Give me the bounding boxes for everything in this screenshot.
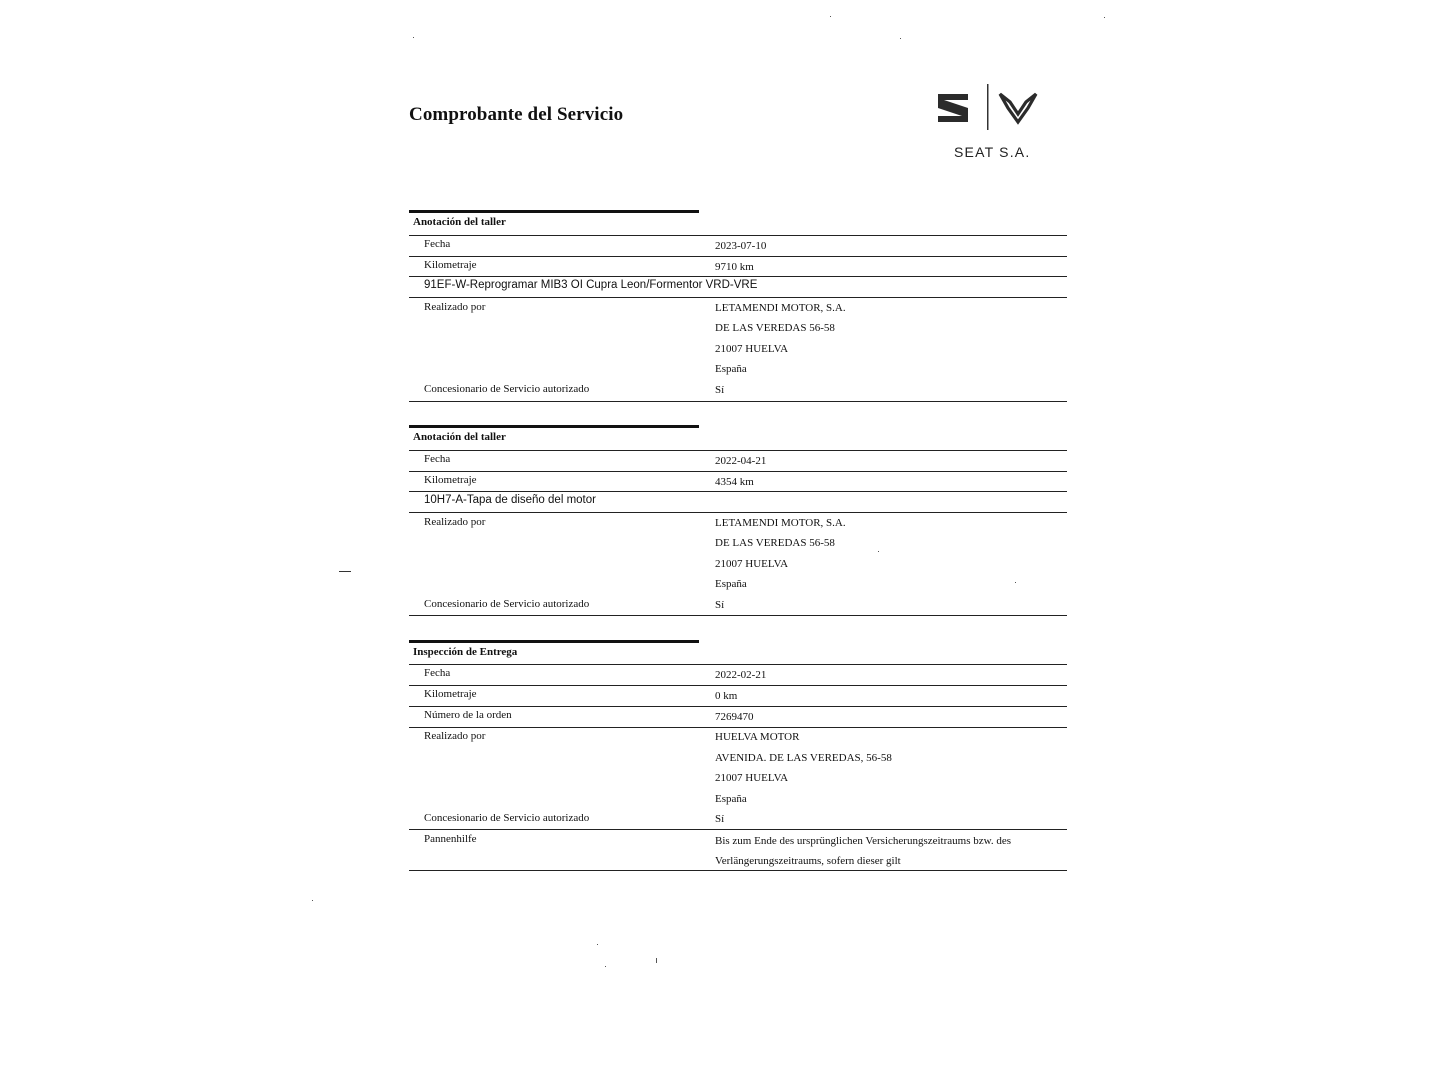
divider bbox=[409, 664, 1067, 665]
scan-speck bbox=[1015, 582, 1016, 583]
performed-by-label: Realizado por bbox=[424, 730, 486, 742]
order-number-label: Número de la orden bbox=[424, 709, 512, 721]
mileage-label: Kilometraje bbox=[424, 688, 477, 700]
divider bbox=[409, 829, 1067, 830]
scan-speck bbox=[878, 551, 879, 552]
dealer-name: HUELVA MOTOR bbox=[715, 731, 800, 743]
divider bbox=[409, 401, 1067, 402]
divider bbox=[409, 471, 1067, 472]
authorized-value: Sí bbox=[715, 384, 725, 396]
scan-speck bbox=[413, 37, 414, 38]
scan-speck bbox=[605, 966, 606, 967]
roadside-assistance-line-2: Verlängerungszeitraums, sofern dieser gilt bbox=[715, 855, 901, 867]
date-label: Fecha bbox=[424, 453, 451, 465]
mileage-value: 4354 km bbox=[715, 476, 754, 488]
performed-by-label: Realizado por bbox=[424, 516, 486, 528]
divider bbox=[409, 491, 1067, 492]
date-value: 2022-04-21 bbox=[715, 455, 767, 467]
dealer-street: AVENIDA. DE LAS VEREDAS, 56-58 bbox=[715, 752, 892, 764]
date-value: 2023-07-10 bbox=[715, 240, 767, 252]
scan-speck bbox=[597, 944, 598, 945]
performed-by-label: Realizado por bbox=[424, 301, 486, 313]
roadside-assistance-line-1: Bis zum Ende des ursprünglichen Versicherungszeitraums bzw. des bbox=[715, 835, 1012, 847]
dealer-city: 21007 HUELVA bbox=[715, 343, 789, 355]
authorized-value: Sí bbox=[715, 599, 725, 611]
authorized-value: Sí bbox=[715, 813, 725, 825]
dealer-street: DE LAS VEREDAS 56-58 bbox=[715, 322, 835, 334]
section-title: Anotación del taller bbox=[413, 216, 506, 228]
section-bar bbox=[409, 210, 699, 213]
divider bbox=[409, 297, 1067, 298]
divider bbox=[409, 450, 1067, 451]
scan-speck bbox=[312, 900, 313, 901]
scan-speck bbox=[900, 38, 901, 39]
section-title: Inspección de Entrega bbox=[413, 646, 518, 658]
dealer-name: LETAMENDI MOTOR, S.A. bbox=[715, 302, 846, 314]
mileage-label: Kilometraje bbox=[424, 259, 477, 271]
dealer-country: España bbox=[715, 363, 747, 375]
dealer-city: 21007 HUELVA bbox=[715, 558, 789, 570]
mileage-value: 9710 km bbox=[715, 261, 754, 273]
scan-speck bbox=[1104, 17, 1105, 18]
authorized-label: Concesionario de Servicio autorizado bbox=[424, 812, 590, 824]
dealer-country: España bbox=[715, 578, 747, 590]
company-name: SEAT S.A. bbox=[954, 144, 1031, 160]
service-entry-2 bbox=[409, 425, 1067, 621]
divider bbox=[409, 706, 1067, 707]
dealer-name: LETAMENDI MOTOR, S.A. bbox=[715, 517, 846, 529]
date-label: Fecha bbox=[424, 667, 451, 679]
date-label: Fecha bbox=[424, 238, 451, 250]
service-entry-1 bbox=[409, 210, 1067, 406]
seat-logo-icon bbox=[936, 84, 1046, 134]
divider bbox=[409, 512, 1067, 513]
section-title: Anotación del taller bbox=[413, 431, 506, 443]
scan-mark bbox=[339, 571, 351, 572]
mileage-value: 0 km bbox=[715, 690, 738, 702]
authorized-label: Concesionario de Servicio autorizado bbox=[424, 598, 590, 610]
divider bbox=[409, 727, 1067, 728]
service-description: 10H7-A-Tapa de diseño del motor bbox=[424, 494, 596, 506]
dealer-city: 21007 HUELVA bbox=[715, 772, 789, 784]
divider bbox=[409, 870, 1067, 871]
scan-speck bbox=[656, 958, 657, 963]
divider bbox=[409, 256, 1067, 257]
divider bbox=[409, 615, 1067, 616]
document-title: Comprobante del Servicio bbox=[409, 104, 624, 125]
order-number-value: 7269470 bbox=[715, 711, 754, 723]
roadside-assistance-label: Pannenhilfe bbox=[424, 833, 477, 845]
authorized-label: Concesionario de Servicio autorizado bbox=[424, 383, 590, 395]
dealer-street: DE LAS VEREDAS 56-58 bbox=[715, 537, 835, 549]
date-value: 2022-02-21 bbox=[715, 669, 767, 681]
service-description: 91EF-W-Reprogramar MIB3 OI Cupra Leon/Formentor VRD-VRE bbox=[424, 279, 758, 291]
divider bbox=[409, 276, 1067, 277]
section-bar bbox=[409, 640, 699, 643]
dealer-country: España bbox=[715, 793, 747, 805]
divider bbox=[409, 685, 1067, 686]
scan-speck bbox=[830, 16, 831, 17]
section-bar bbox=[409, 425, 699, 428]
divider bbox=[409, 235, 1067, 236]
delivery-inspection bbox=[409, 640, 1067, 876]
mileage-label: Kilometraje bbox=[424, 474, 477, 486]
